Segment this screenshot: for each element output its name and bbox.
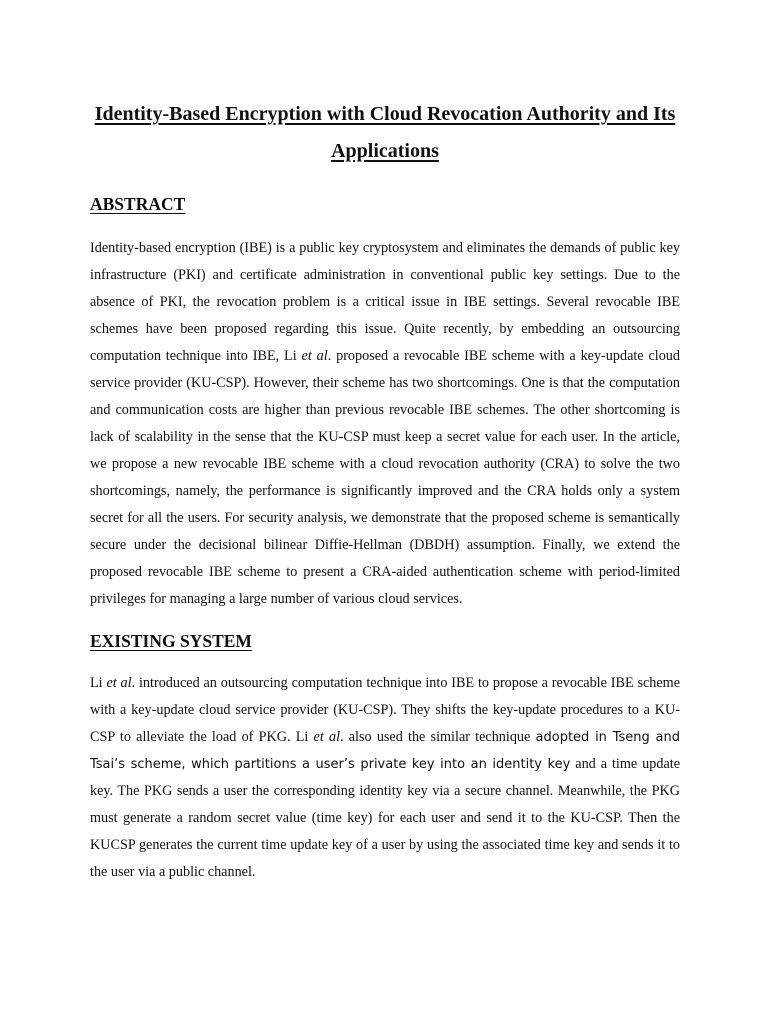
existing-text-3: . also used the similar technique <box>340 729 536 745</box>
existing-etal-2: et al <box>313 729 341 745</box>
title-line-1: Identity-Based Encryption with Cloud Revocation Authority and Its <box>94 103 676 125</box>
abstract-text-2: . proposed a revocable IBE scheme with a key-update cloud service provider (KU-CSP). However, their scheme has two shortcomings. One is that the computation and communication costs are higher than previous revocable IBE schemes. The other shortcoming is lack of scalability in the sense that the KU-CSP must keep a secret value for each user. In the article, we propose a new revocable IBE scheme with a cloud revocation authority (CRA) to solve the two shortcomings, namely, the performance is significantly improved and the CRA holds only a system secret for all the users. For security analysis, we demonstrate that the proposed scheme is semantically secure under the decisional bilinear Diffie-Hellman (DBDH) assumption. Finally, we extend the proposed revocable IBE scheme to present a CRA-aided authentication scheme with period-limited privileges for managing a large number of various cloud services. <box>90 348 680 607</box>
title-line-2: Applications <box>331 140 439 162</box>
abstract-heading: ABSTRACT <box>90 194 186 214</box>
existing-system-heading: EXISTING SYSTEM <box>90 631 252 651</box>
abstract-text-1: Identity-based encryption (IBE) is a public key cryptosystem and eliminates the demands of public key infrastructure (PKI) and certificate administration in conventional public key settings. Due to the absence of PKI, the revocation problem is a critical issue in IBE settings. Several revocable IBE schemes have been proposed regarding this issue. Quite recently, by embedding an outsourcing computation technique into IBE, Li <box>90 240 680 364</box>
abstract-paragraph <box>90 235 680 613</box>
existing-text-1: Li <box>90 675 107 691</box>
existing-text-sans: adopted in Tseng and Tsai’s scheme, which partitions a user’s private key into an identity key <box>90 730 681 772</box>
existing-system-paragraph <box>90 670 680 886</box>
document-title <box>90 96 680 170</box>
existing-etal-1: et al <box>106 675 132 691</box>
existing-text-5: and a time update key. The PKG sends a user the corresponding identity key via a secure channel. Meanwhile, the PKG must generate a random secret value (time key) for each user and send it to the KU-CSP. Then the KUCSP generates the current time update key of a user by using the associated time key and sends it to the user via a public channel. <box>90 756 680 880</box>
abstract-etal: et al <box>301 348 328 364</box>
existing-text-2: . introduced an outsourcing computation technique into IBE to propose a revocable IBE scheme with a key-update cloud service provider (KU-CSP). They shifts the key-update procedures to a KU-CSP to alleviate the load of PKG. Li <box>90 675 680 745</box>
